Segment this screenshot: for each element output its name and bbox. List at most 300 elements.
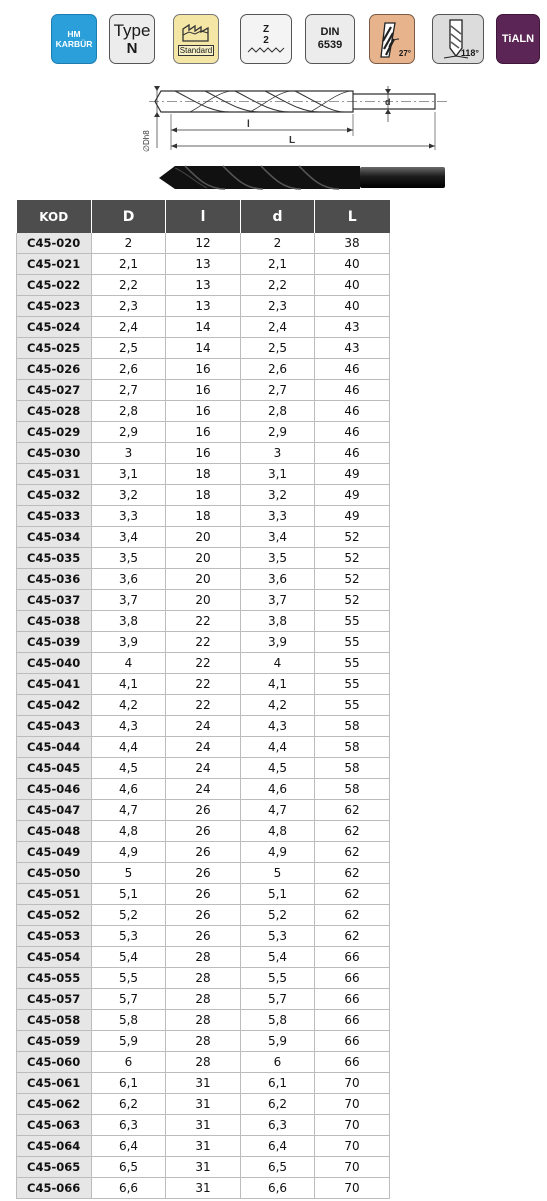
D-cell: 4,8 [92, 821, 166, 842]
D-cell: 3,6 [92, 569, 166, 590]
D-cell: 3,5 [92, 548, 166, 569]
kod-cell: C45-026 [17, 359, 92, 380]
D-cell: 2,4 [92, 317, 166, 338]
kod-cell: C45-024 [17, 317, 92, 338]
table-row [17, 989, 390, 1010]
L-cell: 40 [315, 275, 390, 296]
D-cell: 4 [92, 653, 166, 674]
table-row [17, 422, 390, 443]
table-row [17, 506, 390, 527]
d-cell: 2 [241, 233, 315, 254]
kod-cell: C45-064 [17, 1136, 92, 1157]
d-cell: 2,3 [241, 296, 315, 317]
table-row [17, 485, 390, 506]
d-cell: 3,4 [241, 527, 315, 548]
L-cell: 55 [315, 674, 390, 695]
kod-cell: C45-048 [17, 821, 92, 842]
d-cell: 6,6 [241, 1178, 315, 1199]
L-cell: 58 [315, 779, 390, 800]
kod-cell: C45-042 [17, 695, 92, 716]
table-row [17, 380, 390, 401]
L-cell: 55 [315, 695, 390, 716]
table-row [17, 296, 390, 317]
L-cell: 40 [315, 254, 390, 275]
D-cell: 5,4 [92, 947, 166, 968]
kod-cell: C45-022 [17, 275, 92, 296]
kod-cell: C45-021 [17, 254, 92, 275]
d-cell: 3 [241, 443, 315, 464]
D-cell: 3,3 [92, 506, 166, 527]
kod-cell: C45-063 [17, 1115, 92, 1136]
d-cell: 2,5 [241, 338, 315, 359]
standard-badge [173, 14, 219, 64]
table-row [17, 905, 390, 926]
flute-wave-icon [247, 46, 285, 54]
L-cell: 40 [315, 296, 390, 317]
table-row [17, 1157, 390, 1178]
kod-cell: C45-058 [17, 1010, 92, 1031]
header-l: l [166, 200, 241, 233]
d-label: d [385, 97, 391, 107]
L-cell: 66 [315, 947, 390, 968]
header-D: D [92, 200, 166, 233]
L-cell: 55 [315, 653, 390, 674]
z-label: Z [262, 24, 270, 35]
d-cell: 3,7 [241, 590, 315, 611]
kod-cell: C45-032 [17, 485, 92, 506]
D-cell: 3,1 [92, 464, 166, 485]
D-cell: 6,3 [92, 1115, 166, 1136]
table-body [17, 233, 390, 1199]
din-value: 6539 [317, 39, 343, 51]
D-cell: 6,6 [92, 1178, 166, 1199]
D-cell: 4,5 [92, 758, 166, 779]
l-cell: 22 [166, 674, 241, 695]
table-row [17, 338, 390, 359]
l-cell: 26 [166, 926, 241, 947]
table-row [17, 1115, 390, 1136]
D-cell: 4,1 [92, 674, 166, 695]
d-cell: 2,8 [241, 401, 315, 422]
l-cell: 22 [166, 695, 241, 716]
kod-cell: C45-044 [17, 737, 92, 758]
table-header-row [17, 200, 390, 233]
D-cell: 5,9 [92, 1031, 166, 1052]
kod-cell: C45-039 [17, 632, 92, 653]
kod-cell: C45-052 [17, 905, 92, 926]
d-cell: 4,3 [241, 716, 315, 737]
D-cell: 5,1 [92, 884, 166, 905]
kod-cell: C45-059 [17, 1031, 92, 1052]
table-row [17, 401, 390, 422]
kod-cell: C45-031 [17, 464, 92, 485]
L-cell: 62 [315, 842, 390, 863]
din-label: DIN [320, 26, 340, 38]
D-cell: 6 [92, 1052, 166, 1073]
D-cell: 2,2 [92, 275, 166, 296]
kod-cell: C45-043 [17, 716, 92, 737]
L-cell: 52 [315, 548, 390, 569]
hm-carbide-badge [51, 14, 97, 64]
d-cell: 2,6 [241, 359, 315, 380]
l-cell: 26 [166, 905, 241, 926]
l-cell: 24 [166, 737, 241, 758]
table-row [17, 317, 390, 338]
table-row [17, 800, 390, 821]
l-cell: 20 [166, 548, 241, 569]
L-cell: 66 [315, 989, 390, 1010]
feature-badges [0, 14, 547, 70]
helix-angle-badge [369, 14, 415, 64]
table-row [17, 254, 390, 275]
l-cell: 31 [166, 1115, 241, 1136]
dh8-label: ∅Dh8 [142, 130, 151, 152]
D-cell: 2,3 [92, 296, 166, 317]
table-row [17, 926, 390, 947]
d-cell: 5,9 [241, 1031, 315, 1052]
d-cell: 3,9 [241, 632, 315, 653]
l-label: l [247, 119, 250, 130]
l-cell: 16 [166, 422, 241, 443]
kod-cell: C45-045 [17, 758, 92, 779]
D-cell: 4,7 [92, 800, 166, 821]
point-angle-label: 118° [460, 48, 479, 58]
L-cell: 49 [315, 464, 390, 485]
d-cell: 2,1 [241, 254, 315, 275]
d-cell: 6,3 [241, 1115, 315, 1136]
kod-cell: C45-036 [17, 569, 92, 590]
kod-cell: C45-030 [17, 443, 92, 464]
big-l-label: L [289, 135, 296, 146]
l-cell: 20 [166, 590, 241, 611]
D-cell: 4,3 [92, 716, 166, 737]
header-L: L [315, 200, 390, 233]
table-row [17, 737, 390, 758]
coating-label: TiALN [501, 33, 535, 45]
kod-cell: C45-020 [17, 233, 92, 254]
kod-cell: C45-046 [17, 779, 92, 800]
L-cell: 43 [315, 338, 390, 359]
L-cell: 62 [315, 905, 390, 926]
kod-cell: C45-049 [17, 842, 92, 863]
l-cell: 14 [166, 317, 241, 338]
L-cell: 70 [315, 1094, 390, 1115]
L-cell: 52 [315, 590, 390, 611]
kod-cell: C45-065 [17, 1157, 92, 1178]
L-cell: 38 [315, 233, 390, 254]
table-row [17, 611, 390, 632]
karbur-label: KARBÜR [55, 39, 93, 49]
L-cell: 66 [315, 1052, 390, 1073]
table-row [17, 1178, 390, 1199]
kod-cell: C45-035 [17, 548, 92, 569]
kod-cell: C45-066 [17, 1178, 92, 1199]
point-angle-badge [432, 14, 484, 64]
table-row [17, 1136, 390, 1157]
l-cell: 22 [166, 653, 241, 674]
table-row [17, 569, 390, 590]
L-cell: 66 [315, 968, 390, 989]
D-cell: 6,4 [92, 1136, 166, 1157]
D-cell: 3 [92, 443, 166, 464]
coating-badge [496, 14, 540, 64]
kod-cell: C45-054 [17, 947, 92, 968]
table-row [17, 779, 390, 800]
kod-cell: C45-057 [17, 989, 92, 1010]
D-cell: 5,5 [92, 968, 166, 989]
table-row [17, 548, 390, 569]
D-cell: 4,6 [92, 779, 166, 800]
D-cell: 5 [92, 863, 166, 884]
l-cell: 26 [166, 842, 241, 863]
kod-cell: C45-023 [17, 296, 92, 317]
D-cell: 5,7 [92, 989, 166, 1010]
d-cell: 6 [241, 1052, 315, 1073]
d-cell: 5,5 [241, 968, 315, 989]
table-row [17, 464, 390, 485]
d-cell: 5,3 [241, 926, 315, 947]
D-cell: 3,8 [92, 611, 166, 632]
L-cell: 62 [315, 821, 390, 842]
d-cell: 2,7 [241, 380, 315, 401]
D-cell: 2,6 [92, 359, 166, 380]
d-cell: 3,1 [241, 464, 315, 485]
kod-cell: C45-027 [17, 380, 92, 401]
l-cell: 18 [166, 464, 241, 485]
flutes-badge [240, 14, 292, 64]
drill-drawing [135, 86, 455, 196]
L-cell: 66 [315, 1031, 390, 1052]
table-row [17, 716, 390, 737]
l-cell: 14 [166, 338, 241, 359]
l-cell: 16 [166, 443, 241, 464]
table-row [17, 443, 390, 464]
l-cell: 18 [166, 485, 241, 506]
d-cell: 4,5 [241, 758, 315, 779]
L-cell: 70 [315, 1115, 390, 1136]
z-value: 2 [263, 35, 269, 46]
l-cell: 16 [166, 380, 241, 401]
d-cell: 3,8 [241, 611, 315, 632]
type-n-badge [109, 14, 155, 64]
standard-icon [181, 23, 211, 43]
D-cell: 2,5 [92, 338, 166, 359]
l-cell: 31 [166, 1178, 241, 1199]
type-label: Type [113, 20, 151, 40]
helix-angle-label: 27° [398, 49, 411, 58]
table-row [17, 968, 390, 989]
L-cell: 46 [315, 401, 390, 422]
table-row [17, 842, 390, 863]
D-cell: 6,1 [92, 1073, 166, 1094]
l-cell: 24 [166, 779, 241, 800]
D-cell: 2,1 [92, 254, 166, 275]
d-cell: 6,1 [241, 1073, 315, 1094]
d-cell: 2,4 [241, 317, 315, 338]
table-row [17, 1031, 390, 1052]
d-cell: 4,1 [241, 674, 315, 695]
drill-spec-table [16, 200, 390, 1199]
l-cell: 13 [166, 275, 241, 296]
table-row [17, 821, 390, 842]
d-cell: 4,6 [241, 779, 315, 800]
table-row [17, 674, 390, 695]
L-cell: 43 [315, 317, 390, 338]
l-cell: 22 [166, 611, 241, 632]
table-row [17, 947, 390, 968]
L-cell: 55 [315, 632, 390, 653]
D-cell: 2 [92, 233, 166, 254]
l-cell: 31 [166, 1157, 241, 1178]
drill-photo [159, 166, 445, 189]
table-row [17, 653, 390, 674]
l-cell: 26 [166, 884, 241, 905]
d-cell: 4,2 [241, 695, 315, 716]
kod-cell: C45-061 [17, 1073, 92, 1094]
L-cell: 70 [315, 1073, 390, 1094]
l-cell: 20 [166, 527, 241, 548]
L-cell: 58 [315, 737, 390, 758]
D-cell: 3,9 [92, 632, 166, 653]
d-cell: 6,5 [241, 1157, 315, 1178]
table-row [17, 695, 390, 716]
L-cell: 70 [315, 1178, 390, 1199]
L-cell: 52 [315, 527, 390, 548]
d-cell: 5 [241, 863, 315, 884]
l-cell: 16 [166, 401, 241, 422]
l-cell: 28 [166, 1031, 241, 1052]
standard-label: Standard [179, 45, 213, 55]
l-cell: 20 [166, 569, 241, 590]
kod-cell: C45-028 [17, 401, 92, 422]
d-cell: 4 [241, 653, 315, 674]
l-cell: 31 [166, 1136, 241, 1157]
kod-cell: C45-037 [17, 590, 92, 611]
kod-cell: C45-038 [17, 611, 92, 632]
L-cell: 58 [315, 758, 390, 779]
d-cell: 5,7 [241, 989, 315, 1010]
table-row [17, 233, 390, 254]
kod-cell: C45-053 [17, 926, 92, 947]
kod-cell: C45-055 [17, 968, 92, 989]
table-row [17, 527, 390, 548]
din-badge [305, 14, 355, 64]
d-cell: 3,5 [241, 548, 315, 569]
table-row [17, 275, 390, 296]
table-row [17, 1052, 390, 1073]
l-cell: 28 [166, 989, 241, 1010]
D-cell: 5,2 [92, 905, 166, 926]
D-cell: 3,4 [92, 527, 166, 548]
L-cell: 49 [315, 485, 390, 506]
table-row [17, 359, 390, 380]
L-cell: 62 [315, 800, 390, 821]
L-cell: 52 [315, 569, 390, 590]
d-cell: 6,2 [241, 1094, 315, 1115]
kod-cell: C45-041 [17, 674, 92, 695]
D-cell: 4,4 [92, 737, 166, 758]
l-cell: 18 [166, 506, 241, 527]
kod-cell: C45-034 [17, 527, 92, 548]
l-cell: 28 [166, 1010, 241, 1031]
kod-cell: C45-051 [17, 884, 92, 905]
l-cell: 22 [166, 632, 241, 653]
l-cell: 26 [166, 821, 241, 842]
L-cell: 46 [315, 443, 390, 464]
table-row [17, 590, 390, 611]
L-cell: 58 [315, 716, 390, 737]
kod-cell: C45-047 [17, 800, 92, 821]
d-cell: 3,6 [241, 569, 315, 590]
table-row [17, 1094, 390, 1115]
kod-cell: C45-060 [17, 1052, 92, 1073]
table-row [17, 758, 390, 779]
l-cell: 24 [166, 716, 241, 737]
D-cell: 3,7 [92, 590, 166, 611]
D-cell: 6,5 [92, 1157, 166, 1178]
D-cell: 4,9 [92, 842, 166, 863]
table-row [17, 863, 390, 884]
d-cell: 4,7 [241, 800, 315, 821]
hm-label: HM [67, 29, 81, 39]
D-cell: 2,8 [92, 401, 166, 422]
l-cell: 31 [166, 1094, 241, 1115]
l-cell: 13 [166, 296, 241, 317]
header-kod: KOD [17, 200, 92, 233]
D-cell: 6,2 [92, 1094, 166, 1115]
l-cell: 26 [166, 863, 241, 884]
L-cell: 46 [315, 359, 390, 380]
L-cell: 46 [315, 422, 390, 443]
kod-cell: C45-025 [17, 338, 92, 359]
d-cell: 2,9 [241, 422, 315, 443]
L-cell: 70 [315, 1157, 390, 1178]
l-cell: 16 [166, 359, 241, 380]
L-cell: 62 [315, 884, 390, 905]
d-cell: 5,2 [241, 905, 315, 926]
kod-cell: C45-029 [17, 422, 92, 443]
type-value: N [126, 39, 138, 57]
d-cell: 4,8 [241, 821, 315, 842]
kod-cell: C45-062 [17, 1094, 92, 1115]
kod-cell: C45-040 [17, 653, 92, 674]
table-row [17, 1010, 390, 1031]
l-cell: 26 [166, 800, 241, 821]
d-cell: 5,1 [241, 884, 315, 905]
header-d: d [241, 200, 315, 233]
d-cell: 5,4 [241, 947, 315, 968]
d-cell: 4,9 [241, 842, 315, 863]
d-cell: 3,3 [241, 506, 315, 527]
l-cell: 28 [166, 1052, 241, 1073]
D-cell: 3,2 [92, 485, 166, 506]
L-cell: 55 [315, 611, 390, 632]
d-cell: 4,4 [241, 737, 315, 758]
kod-cell: C45-050 [17, 863, 92, 884]
d-cell: 2,2 [241, 275, 315, 296]
table-row [17, 632, 390, 653]
d-cell: 6,4 [241, 1136, 315, 1157]
L-cell: 49 [315, 506, 390, 527]
L-cell: 62 [315, 863, 390, 884]
d-cell: 3,2 [241, 485, 315, 506]
table-row [17, 884, 390, 905]
l-cell: 24 [166, 758, 241, 779]
L-cell: 46 [315, 380, 390, 401]
l-cell: 12 [166, 233, 241, 254]
l-cell: 28 [166, 947, 241, 968]
L-cell: 66 [315, 1010, 390, 1031]
